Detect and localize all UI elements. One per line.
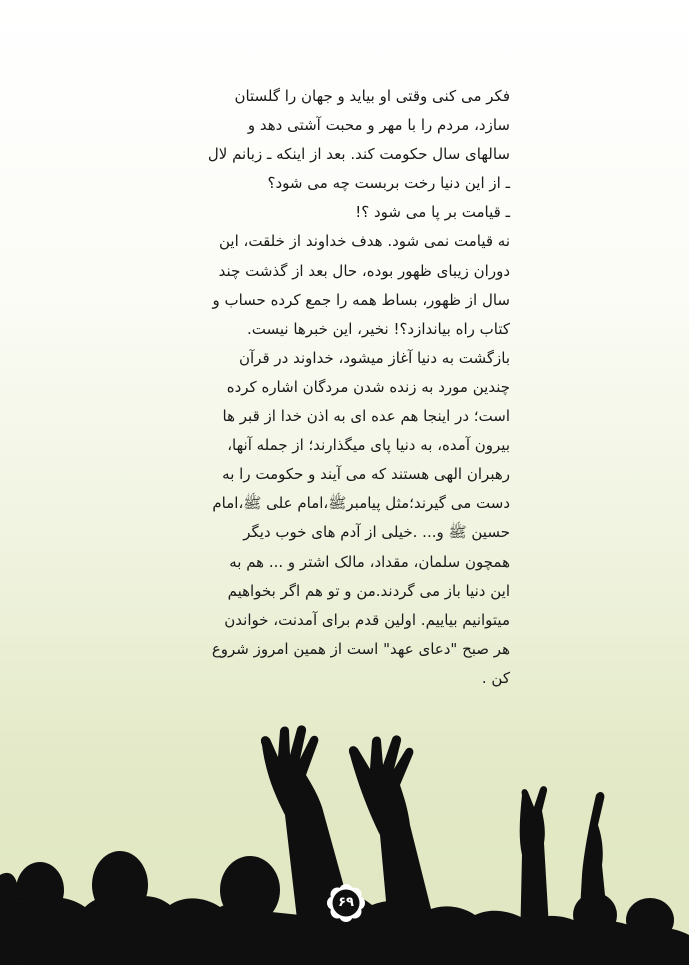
text-line: نه قیامت نمی شود. هدف خداوند از خلقت، این bbox=[218, 232, 510, 251]
text-line: میتوانیم بیاییم. اولین قدم برای آمدنت، خواندن bbox=[224, 610, 510, 629]
text-line: کن . bbox=[481, 668, 510, 687]
text-line: این دنیا باز می گردند.من و تو هم اگر بخواهیم bbox=[227, 581, 510, 600]
text-line: دوران زیبای ظهور بوده، حال بعد از گذشت چند bbox=[218, 261, 510, 280]
text-line: سالهای سال حکومت کند. بعد از اینکه ـ زبانم لال bbox=[207, 145, 510, 164]
text-line: فکر می کنی وقتی او بیاید و جهان را گلستان bbox=[234, 87, 510, 105]
page-number-badge bbox=[327, 884, 365, 922]
text-line: همچون سلمان، مقداد، مالک اشتر و ... هم به bbox=[229, 552, 510, 571]
text-line: است؛ در اینجا هم عده ای به اذن خدا از قبر ها bbox=[222, 407, 510, 426]
page-number: ۶۹ bbox=[338, 895, 354, 910]
text-line: بازگشت به دنیا آغاز میشود، خداوند در قرآن bbox=[239, 348, 510, 367]
crowd-silhouette-illustration bbox=[0, 725, 689, 965]
text-line: ـ قیامت بر پا می شود ؟! bbox=[355, 203, 510, 222]
text-line: حسین ﷺ و... .خیلی از آدم های خوب دیگر bbox=[243, 523, 510, 542]
text-line: سال از ظهور، بساط همه را جمع کرده حساب و bbox=[212, 290, 510, 309]
text-line: چندین مورد به زنده شدن مردگان اشاره کرده bbox=[226, 377, 510, 396]
text-line: ـ از این دنیا رخت بربست چه می شود؟ bbox=[267, 174, 510, 193]
text-line: سازد، مردم را با مهر و محبت آشتی دهد و bbox=[247, 116, 510, 135]
text-line: دست می گیرند؛مثل پیامبرﷺ،امام علی ﷺ،امام bbox=[212, 494, 510, 513]
text-line: هر صبح "دعای عهد" است از همین امروز شروع bbox=[211, 639, 510, 658]
text-line: رهبران الهی هستند که می آیند و حکومت را به bbox=[222, 465, 510, 484]
text-line: کتاب راه بیاندازد؟! نخیر، این خبرها نیست. bbox=[246, 319, 510, 338]
text-line: بیرون آمده، به دنیا پای میگذارند؛ از جمله آنها، bbox=[227, 436, 510, 455]
body-text bbox=[170, 82, 510, 693]
